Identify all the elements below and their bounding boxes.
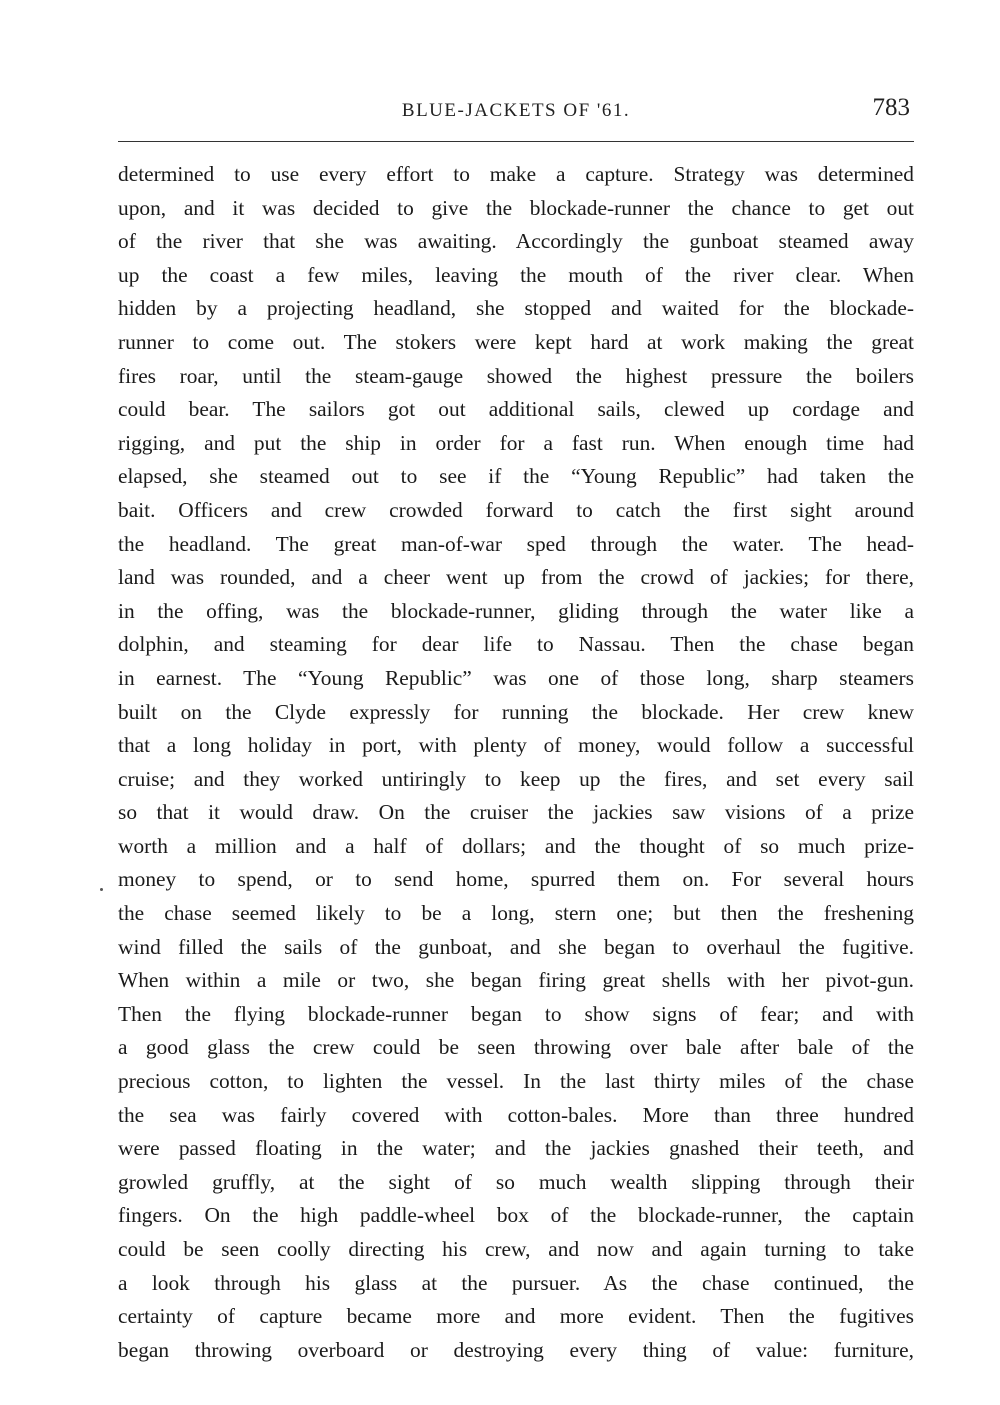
text-line: could be seen coolly directing his crew, and now and again turning to take — [118, 1237, 914, 1261]
text-line: in the offing, was the blockade-runner, gliding through the water like a — [118, 598, 914, 623]
text-line: a good glass the crew could be seen throwing over bale after bale of the — [118, 1035, 914, 1060]
text-line: determined to use every effort to make a capture. Strategy was determined — [118, 162, 914, 186]
text-line: were passed floating in the water; and the jackies gnashed their teeth, and — [118, 1136, 914, 1161]
text-line: Then the flying blockade-runner began to show signs of fear; and with — [118, 1001, 914, 1026]
text-line: the chase seemed likely to be a long, stern one; but then the freshening — [118, 901, 914, 926]
body-text — [118, 158, 914, 1367]
text-line: could bear. The sailors got out additional sails, clewed up cordage and — [118, 397, 914, 422]
text-line: wind filled the sails of the gunboat, and she began to overhaul the fugitive. — [118, 934, 914, 959]
text-line: dolphin, and steaming for dear life to Nassau. Then the chase began — [118, 632, 914, 657]
text-line: of the river that she was awaiting. Accordingly the gunboat steamed away — [118, 229, 914, 254]
text-line: money to spend, or to send home, spurred them on. For several hours — [118, 867, 914, 892]
text-line: growled gruffly, at the sight of so much wealth slipping through their — [118, 1169, 914, 1194]
page-number: 783 — [872, 94, 910, 121]
text-line: rigging, and put the ship in order for a fast run. When enough time had — [118, 430, 914, 455]
text-line: certainty of capture became more and more evident. Then the fugitives — [118, 1304, 914, 1329]
text-line: the sea was fairly covered with cotton-bales. More than three hundred — [118, 1102, 914, 1127]
text-line: runner to come out. The stokers were kept hard at work making the great — [118, 329, 914, 354]
text-line: so that it would draw. On the cruiser the jackies saw visions of a prize — [118, 800, 914, 825]
text-line: land was rounded, and a cheer went up from the crowd of jackies; for there, — [118, 565, 914, 590]
header-rule — [118, 141, 914, 142]
text-line: precious cotton, to lighten the vessel. In the last thirty miles of the chase — [118, 1069, 914, 1094]
running-title: BLUE-JACKETS OF '61. — [401, 100, 631, 121]
text-line: fires roar, until the steam-gauge showed the highest pressure the boilers — [118, 363, 914, 388]
text-line: that a long holiday in port, with plenty of money, would follow a successful — [118, 733, 914, 758]
text-line: up the coast a few miles, leaving the mouth of the river clear. When — [118, 262, 914, 287]
text-line: the headland. The great man-of-war sped through the water. The head- — [118, 531, 914, 556]
text-line: began throwing overboard or destroying every thing of value: furniture, — [118, 1337, 914, 1362]
text-line: hidden by a projecting headland, she stopped and waited for the blockade- — [118, 296, 914, 321]
text-line: fingers. On the high paddle-wheel box of the blockade-runner, the captain — [118, 1203, 914, 1228]
text-line: elapsed, she steamed out to see if the “Young Republic” had taken the — [118, 464, 914, 489]
text-line: upon, and it was decided to give the blockade-runner the chance to get out — [118, 195, 914, 220]
text-line: in earnest. The “Young Republic” was one of those long, sharp steamers — [118, 665, 914, 690]
running-head — [118, 94, 914, 134]
margin-mark — [100, 888, 103, 891]
text-line: a look through his glass at the pursuer. As the chase continued, the — [118, 1270, 914, 1295]
text-line: When within a mile or two, she began firing great shells with her pivot-gun. — [118, 968, 914, 993]
text-line: worth a million and a half of dollars; and the thought of so much prize- — [118, 833, 914, 858]
text-line: built on the Clyde expressly for running the blockade. Her crew knew — [118, 699, 914, 724]
text-line: cruise; and they worked untiringly to keep up the fires, and set every sail — [118, 766, 914, 791]
text-line: bait. Officers and crew crowded forward to catch the first sight around — [118, 497, 914, 522]
